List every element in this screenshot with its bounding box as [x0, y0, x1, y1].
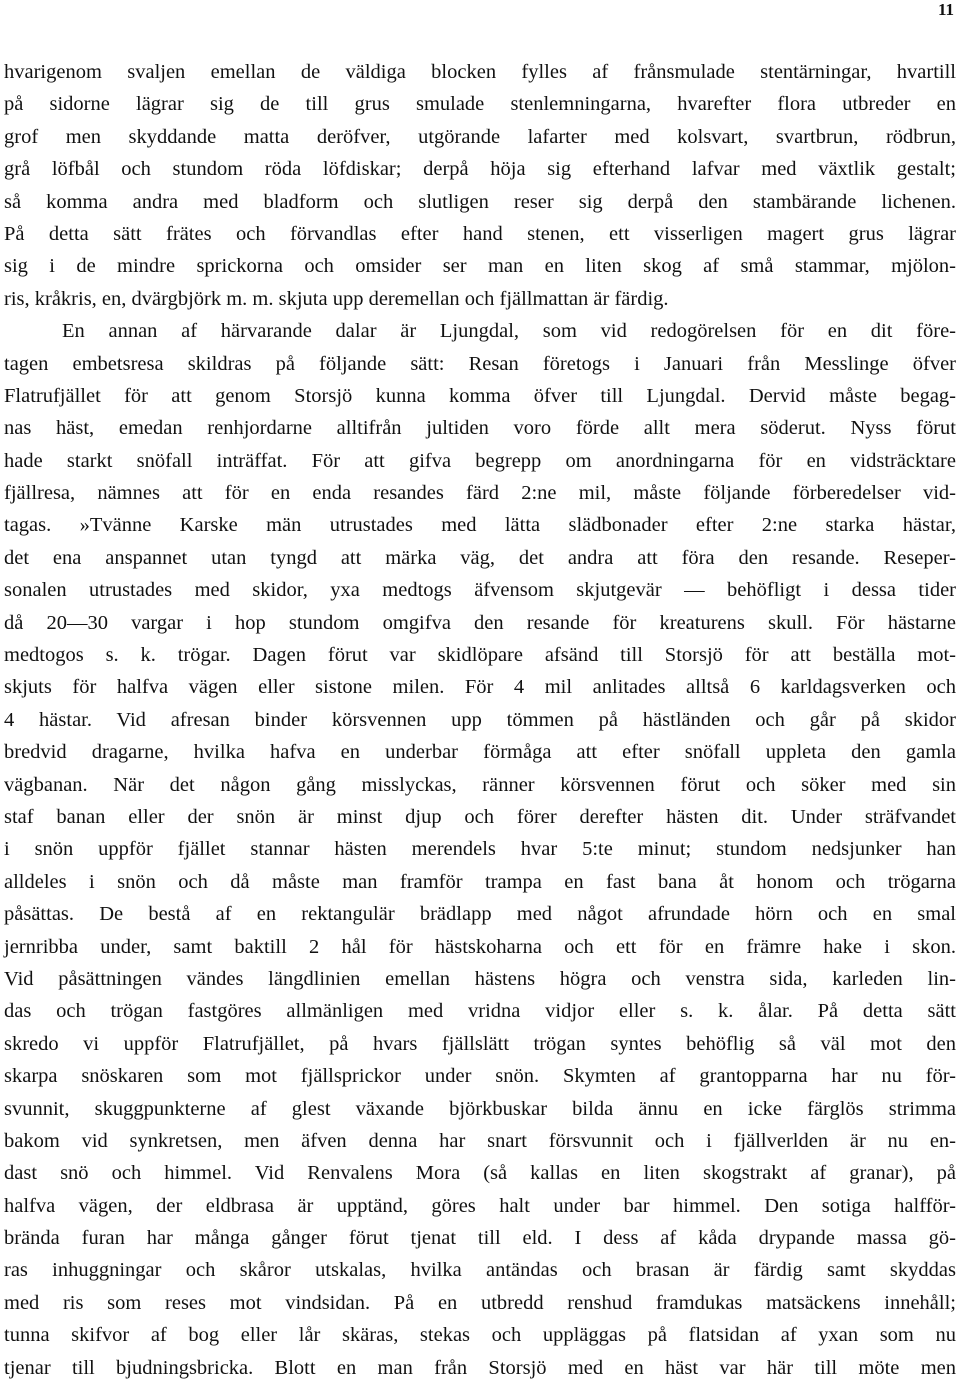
text-line: svunnit, skuggpunkterne af glest växande björkbuskar bilda ännu en icke färglös strimma: [4, 1097, 956, 1120]
text-line: med ris som reses mot vindsidan. På en utbredd renshud framdukas matsäckens innehåll;: [4, 1291, 956, 1314]
text-line: das och trögan fastgöres allmänligen med vridna vidjor eller s. k. ålar. På detta sätt: [4, 1000, 956, 1023]
text-line: i snön uppför fjället stannar hästen merendels hvar 5:te minut; stundom nedsjunker han: [4, 838, 956, 861]
text-line: alldeles i snön och då måste man framför trampa en fast bana åt honom och trögarna: [4, 870, 956, 893]
text-line: fjällresa, nämnes att för en enda resandes färd 2:ne mil, måste följande förberedelser vid-: [4, 482, 956, 505]
text-line: skredo vi uppför Flatrufjället, på hvars fjällslätt trögan syntes behöflig så väl mot den: [4, 1032, 956, 1055]
text-line: ras inhuggningar och skåror utskalas, hvilka antändas och brasan är färdig samt skyddas: [4, 1259, 956, 1282]
text-line: skjuts för halfva vägen eller sistone milen. För 4 mil anlitades alltså 6 karldagsverken och: [4, 676, 956, 699]
text-line: brända furan har många gånger förut tjenat till eld. I dess af kåda drypande massa gö-: [4, 1227, 956, 1250]
text-line: Vid påsättningen vändes längdlinien emellan hästens högra och venstra sida, karleden lin-: [4, 967, 956, 990]
text-line: sig i de mindre sprickorna och omsider ser man en liten skog af små stammar, mjölon-: [4, 255, 956, 278]
text-line: medtogos s. k. trögar. Dagen förut var skidlöpare afsänd till Storsjö för att beställa mot-: [4, 644, 956, 667]
text-line: 4 hästar. Vid afresan binder körsvennen upp tömmen på hästländen och går på skidor: [4, 708, 956, 731]
text-line: En annan af härvarande dalar är Ljungdal, som vid redogörelsen för en dit före-: [62, 320, 956, 343]
text-line: På detta sätt frätes och förvandlas efter hand stenen, ett visserligen magert grus lägrar: [4, 222, 956, 245]
text-line: tunna skifvor af bog eller lår skäras, stekas och uppläggas på flatsidan af yxan som nu: [4, 1324, 956, 1347]
text-line: tjenar till bjudningsbricka. Blott en man från Storsjö med en häst var här till möte men: [4, 1356, 956, 1379]
text-line: dast snö och himmel. Vid Renvalens Mora (så kallas en liten skogstrakt af granar), på: [4, 1162, 956, 1185]
body-text: [4, 56, 956, 1384]
text-line: grof men skyddande matta deröfver, utgörande lafarter med kolsvart, svartbrun, rödbrun,: [4, 125, 956, 148]
text-line: sonalen utrustades med skidor, yxa medtogs äfvensom skjutgevär — behöfligt i dessa tider: [4, 579, 956, 602]
text-line: så komma andra med bladform och slutligen reser sig derpå den stambärande lichenen.: [4, 190, 956, 213]
text-line: på sidorne lägrar sig de till grus smulade stenlemningarna, hvarefter flora utbreder en: [4, 93, 956, 116]
text-line: staf banan eller der snön är minst djup och förer derefter hästen dit. Under sträfvandet: [4, 805, 956, 828]
page-number: 11: [937, 0, 954, 19]
text-line: hade starkt snöfall inträffat. För att gifva begrepp om anordningarna för en vidsträcktare: [4, 449, 956, 472]
text-line: hvarigenom svaljen emellan de väldiga blocken fylles af frånsmulade stentärningar, hvartill: [4, 61, 956, 83]
text-line: påsättas. De bestå af en rektangulär brädlapp med något afrundade hörn och en smal: [4, 903, 956, 926]
text-line: då 20—30 vargar i hop stundom omgifva den resande för kreaturens skull. För hästarne: [4, 611, 956, 634]
text-line: grå löfbål och stundom röda löfdiskar; derpå höja sig efterhand lafvar med växtlik gestalt;: [4, 158, 956, 181]
text-line: nas häst, emedan renhjordarne alltifrån jultiden voro förde allt mera söderut. Nyss förut: [4, 417, 956, 440]
text-line: skarpa snöskaren som mot fjällsprickor under snön. Skymten af grantopparna har nu för-: [4, 1065, 956, 1088]
text-line: bakom vid synkretsen, men äfven denna har snart försvunnit och i fjällverlden är nu en-: [4, 1129, 956, 1152]
text-line: tagas. »Tvänne Karske män utrustades med lätta slädbonader efter 2:ne starka hästar,: [4, 514, 956, 537]
text-line: bredvid dragarne, hvilka hafva en underbar förmåga att efter snöfall uppleta den gamla: [4, 741, 956, 764]
text-line: det ena anspannet utan tyngd att märka väg, det andra att föra den resande. Reseper-: [4, 546, 956, 569]
text-line: tagen embetsresa skildras på följande sätt: Resan företogs i Januari från Messlinge öfver: [4, 352, 956, 375]
text-line: vägbanan. När det någon gång misslyckas, ränner körsvennen förut och söker med sin: [4, 773, 956, 796]
text-line: jernribba under, samt baktill 2 hål för hästskoharna och ett för en främre hake i skon.: [4, 935, 956, 958]
text-line: ris, kråkris, en, dvärgbjörk m. m. skjuta upp deremellan och fjällmattan är färdig.: [4, 287, 669, 310]
text-line: Flatrufjället för att genom Storsjö kunna komma öfver till Ljungdal. Dervid måste begag-: [4, 384, 956, 407]
text-line: halfva vägen, der eldbrasa är upptänd, göres halt under bar himmel. Den sotiga halfför-: [4, 1194, 956, 1217]
